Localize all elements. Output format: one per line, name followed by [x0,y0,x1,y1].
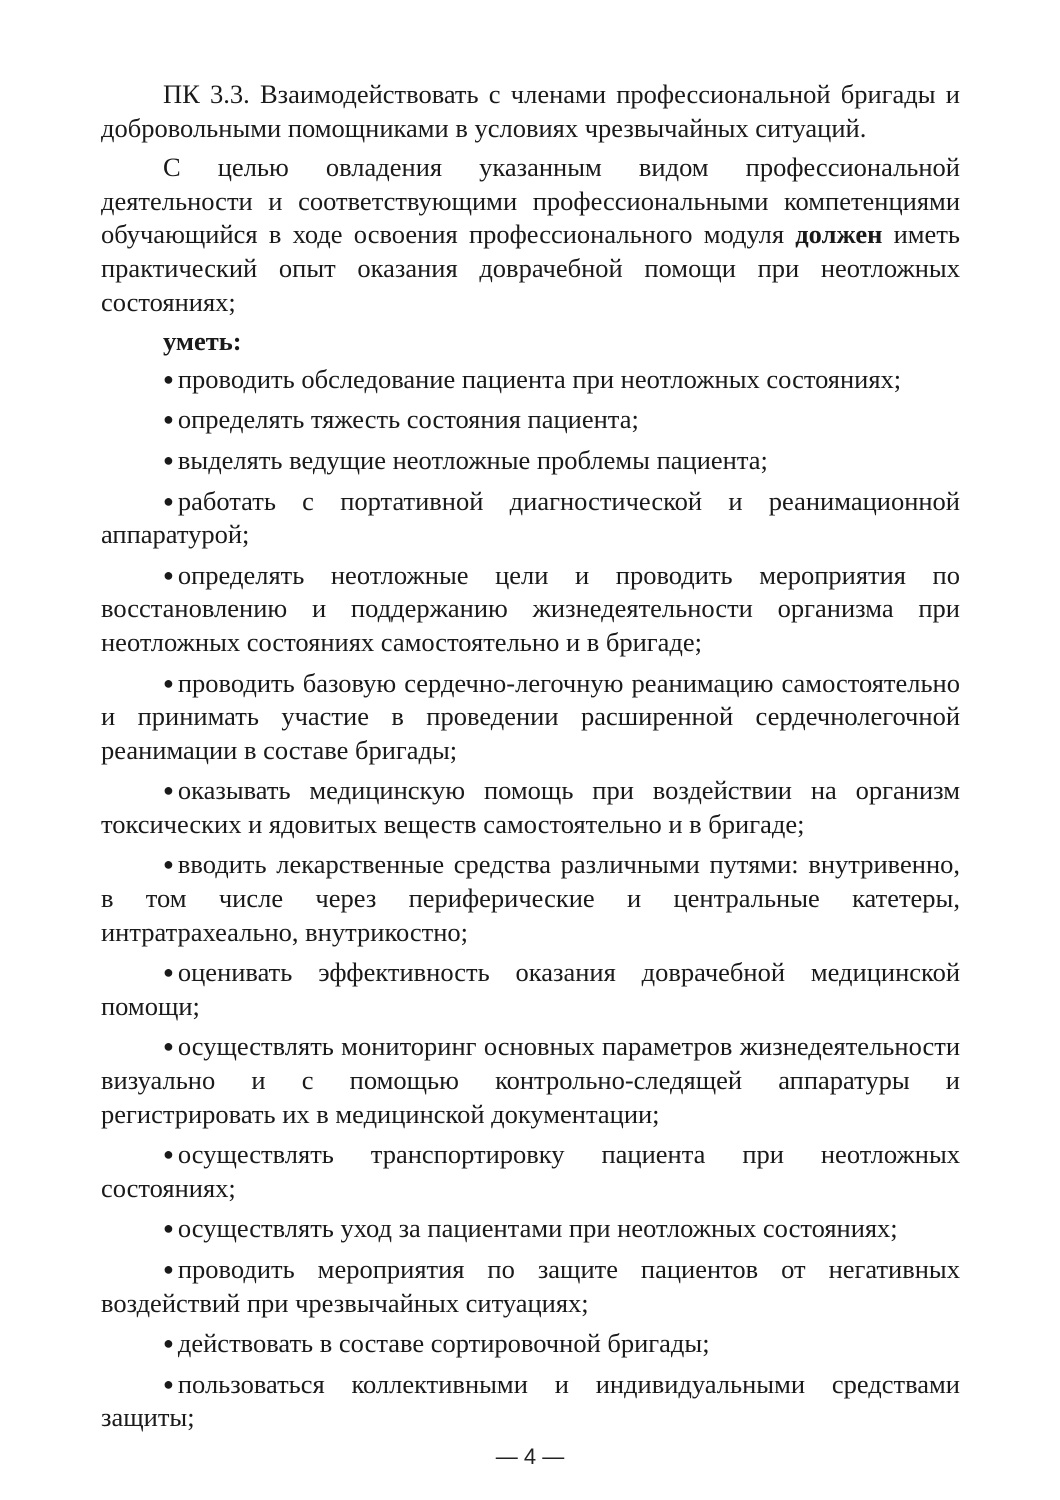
bullet-icon: ● [163,1036,174,1057]
list-item-text: осуществлять мониторинг основных параметров жизнедеятельности визуально и с помощью контрольно-следящей аппаратуры и регистрировать их в медицинской документации; [101,1031,960,1129]
list-item-text: работать с портативной диагностической и реанимационной аппаратурой; [101,485,960,550]
bullet-icon: ● [163,409,174,430]
list-item [101,1030,960,1131]
goal-text-end: иметь практический опыт оказания доврачебной помощи при неотложных состояниях; [101,219,960,317]
list-item [101,848,960,949]
bullet-icon: ● [163,672,174,693]
list-item-text: осуществлять транспортировку пациента при неотложных состояниях; [101,1139,960,1203]
goal-text-start: С целью овладения указанным видом профессиональной деятельности и соответствующими профессиональными компетенциями обучающийся в ходе освоения профессионального модуля [101,152,960,250]
list-item-text: пользоваться коллективными и индивидуальными средствами защиты; [101,1368,960,1433]
bullet-icon: ● [163,564,174,585]
list-item [101,1138,960,1205]
list-item [101,667,960,768]
bullet-icon: ● [163,1259,174,1279]
list-item-text: проводить мероприятия по защите пациентов от негативных воздействий при чрезвычайных ситуациях; [101,1254,960,1318]
skills-heading: уметь: [163,326,242,357]
bullet-icon: ● [163,1373,174,1394]
list-item-text: действовать в составе сортировочной бригады; [177,1328,710,1359]
bullet-icon: ● [163,854,174,875]
list-item-text: оценивать эффективность оказания доврачебной медицинской помощи; [101,957,960,1021]
bullet-icon: ● [163,780,174,801]
list-item [101,1212,960,1246]
list-item [101,403,960,437]
list-item-text: проводить обследование пациента при неотложных состояниях; [177,363,902,394]
bullet-icon: ● [163,368,174,389]
bullet-icon: ● [163,1218,174,1239]
bullet-icon: ● [163,1333,174,1354]
list-item [101,956,960,1023]
list-item-text: оказывать медицинскую помощь при воздействии на организм токсических и ядовитых веществ самостоятельно и в бригаде; [101,775,960,839]
goal-text-bold: должен [795,219,883,250]
competence-pk-3-3: ПК 3.3. Взаимодействовать с членами профессиональной бригады и добровольными помощниками в условиях чрезвычайных ситуаций. [101,79,960,143]
list-item [101,1253,960,1320]
list-item-text: вводить лекарственные средства различными путями: внутривенно, в том числе через периферические и центральные катетеры, интратрахеально, внутрикостно; [101,849,960,947]
list-item [101,363,960,397]
list-item-text: выделять ведущие неотложные проблемы пациента; [177,444,768,475]
list-item [101,485,960,552]
bullet-icon: ● [163,449,174,470]
list-item-text: проводить базовую сердечно-легочную реанимацию самостоятельно и принимать участие в проведении расширенной сердечнолегочной реанимации в составе бригады; [101,667,960,765]
list-item [101,559,960,660]
list-item [101,1327,960,1361]
bullet-icon: ● [163,490,174,511]
skills-list [101,363,960,1435]
list-item [101,1368,960,1435]
bullet-icon: ● [163,962,174,983]
list-item [101,774,960,841]
list-item-text: осуществлять уход за пациентами при неотложных состояниях; [177,1213,898,1244]
goal-paragraph [101,151,960,319]
list-item [101,444,960,478]
list-item-text: определять тяжесть состояния пациента; [177,404,639,435]
list-item-text: определять неотложные цели и проводить мероприятия по восстановлению и поддержанию жизнедеятельности организма при неотложных состояниях самостоятельно и в бригаде; [101,559,960,657]
page-number: — 4 — [495,1444,565,1469]
bullet-icon: ● [163,1144,174,1165]
